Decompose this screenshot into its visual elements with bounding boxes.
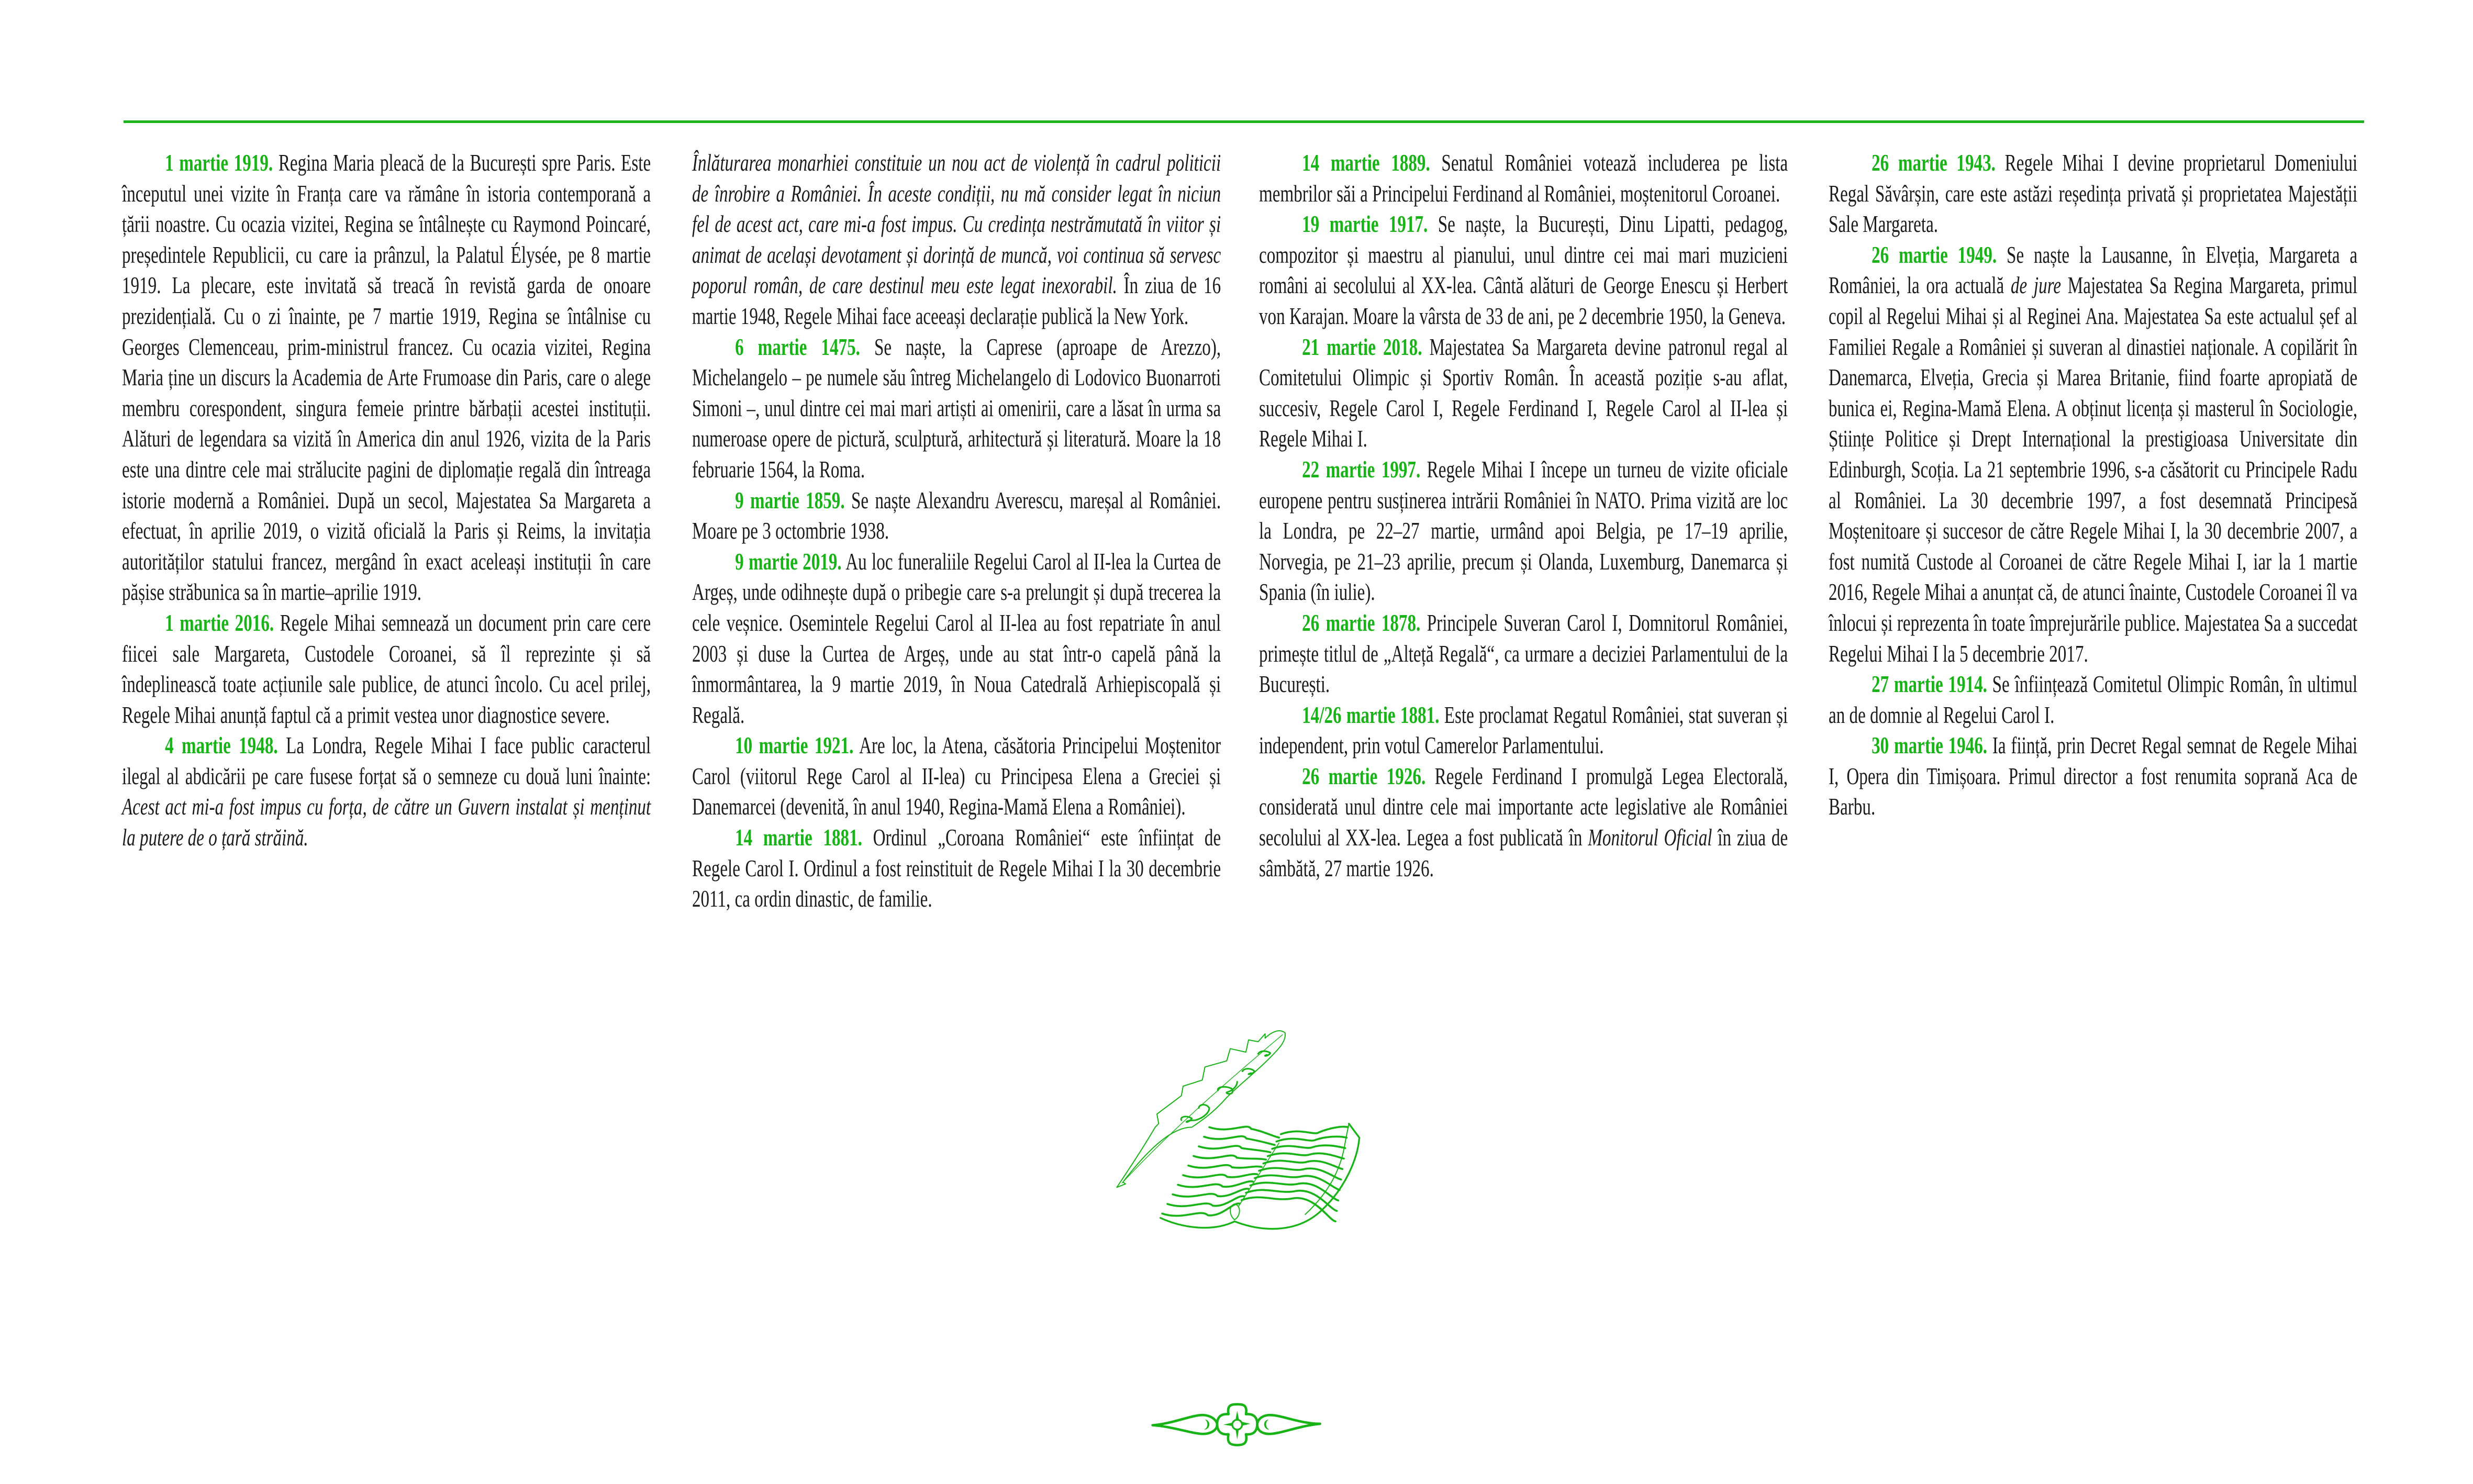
chronology-entry	[1829, 669, 2357, 730]
divider-ornament-icon	[1141, 1398, 1340, 1460]
entry-date: 30 martie 1946.	[1872, 732, 1988, 759]
entry-date: 9 martie 1859.	[735, 486, 845, 514]
entry-quote-text: de jure	[2010, 272, 2062, 299]
entry-text: Se naște, la Caprese (aproape de Arezzo), Michelangelo – pe numele său întreg Michelangelo di Lodovico Buonarroti Simoni –, unul dintre cei mai mari artiști ai omenirii, care a lăsat în urma sa numeroase opere de pictură, sculptură, arhitectură și literatură. Moare la 18 februarie 1564, la Roma.	[692, 333, 1221, 483]
header-rule	[124, 120, 2364, 123]
entry-text: Principele Suveran Carol I, Domnitorul României, primește titlul de „Alteță Regală“, ca urmare a deciziei Parlamentului de la București.	[1259, 609, 1788, 698]
entry-date: 14/26 martie 1881.	[1302, 701, 1440, 728]
chronology-entry	[1829, 240, 2357, 669]
entry-text: La Londra, Regele Mihai I face public caracterul ilegal al abdicării pe care fusese forțat să o semneze cu două luni înainte:	[122, 732, 651, 789]
entry-date: 26 martie 1943.	[1872, 149, 1996, 176]
text-column-3	[1259, 148, 1788, 884]
entry-date: 19 martie 1917.	[1302, 210, 1428, 238]
entry-text: Au loc funeraliile Regelui Carol al II-lea la Curtea de Argeș, unde odihnește după o pribegie care s-a prelungit și după trecerea la cele veșnice. Osemintele Regelui Carol al II-lea au fost repatriate în anul 2003 și duse la Curtea de Argeș, unde au stat într-o capelă până la înmormântarea, la 9 martie 2019, în Noua Catedrală Arhiepiscopală și Regală.	[692, 548, 1221, 728]
entry-date: 14 martie 1881.	[735, 824, 862, 851]
entry-date: 26 martie 1926.	[1302, 762, 1426, 789]
entry-text: Are loc, la Atena, căsătoria Principelui Moștenitor Carol (viitorul Rege Carol al II-lea) cu Principesa Elena a Greciei și Danemarcei (devenită, în anul 1940, Regina-Mamă Elena a României).	[692, 732, 1221, 820]
entry-date: 14 martie 1889.	[1302, 149, 1430, 176]
quill-and-book-icon	[1089, 1016, 1393, 1256]
chronology-entry	[122, 608, 651, 730]
chronology-entry	[692, 485, 1221, 546]
entry-date: 26 martie 1949.	[1872, 241, 1997, 268]
entry-text: Majestatea Sa Margareta devine patronul regal al Comitetului Olimpic și Sportiv Român. În această poziție s-au aflat, succesiv, Regele Carol I, Regele Ferdinand I, Regele Carol al II-lea și Regele Mihai I.	[1259, 333, 1788, 452]
chronology-entry	[122, 730, 651, 853]
chronology-entry	[1259, 761, 1788, 884]
entry-text: Este proclamat Regatul României, stat suveran și independent, prin votul Camerelor Parlamentului.	[1259, 701, 1788, 759]
entry-text: Se naște la Lausanne, în Elveția, Margareta a României, la ora actuală	[1829, 241, 2358, 299]
chronology-entry	[692, 730, 1221, 822]
entry-text: Ia ființă, prin Decret Regal semnat de Regele Mihai I, Opera din Timișoara. Primul director a fost renumita soprană Aca de Barbu.	[1829, 732, 2358, 820]
chronology-entry	[1829, 148, 2357, 240]
entry-quote-text: Acest act mi-a fost impus cu forța, de către un Guvern instalat și menținut la putere de o țară străină.	[122, 793, 651, 851]
entry-date: 10 martie 1921.	[735, 732, 854, 759]
chronology-entry	[122, 148, 651, 608]
chronology-entry	[1829, 730, 2357, 822]
chronology-entry	[1259, 148, 1788, 209]
chronology-entry	[1259, 608, 1788, 700]
text-column-1	[122, 148, 651, 853]
entry-text: Regele Mihai semnează un document prin care cere fiicei sale Margareta, Custodele Coroanei, să îl reprezinte și să îndeplinească toate acțiunile sale publice, de atunci încolo. Cu acel prilej, Regele Mihai anunță faptul că a primit vestea unor diagnostice severe.	[122, 609, 651, 728]
entry-text: Regele Mihai I începe un turneu de vizite oficiale europene pentru susținerea intrării României în NATO. Prima vizită are loc la Londra, pe 22–27 martie, urmând apoi Belgia, pe 17–19 aprilie, Norvegia, pe 21–23 aprilie, precum și Olanda, Luxemburg, Danemarca și Spania (în iulie).	[1259, 455, 1788, 606]
chronology-entry	[1259, 700, 1788, 761]
entry-text: Regele Ferdinand I promulgă Legea Electorală, considerată unul dintre cele mai importante acte legislative ale României secolului al XX-lea. Legea a fost publicată în	[1259, 762, 1788, 851]
entry-text: Regina Maria pleacă de la București spre Paris. Este începutul unei vizite în Franța care va rămâne în istoria contemporană a țării noastre. Cu ocazia vizitei, Regina se întâlnește cu Raymond Poincaré, președintele Republicii, cu care ia prânzul, la Palatul Élysée, pe 8 martie 1919. La plecare, este invitată să treacă în revistă garda de onoare prezidențială. Cu o zi înainte, pe 7 martie 1919, Regina se întâlnise cu Georges Clemenceau, prim-ministrul francez. Cu ocazia vizitei, Regina Maria ține un discurs la Academia de Arte Frumoase din Paris, care o alege membru corespondent, singura femeie printre bărbații acestei instituții. Alături de legendara sa vizită în America din anul 1926, vizita de la Paris este una dintre cele mai strălucite pagini de diplomație regală din întreaga istorie modernă a României. După un secol, Majestatea Sa Margareta a efectuat, în aprilie 2019, o vizită oficială la Paris și Reims, la invitația autorităților statului francez, mergând în exact aceleași instituții în care pășise străbunica sa în martie–aprilie 1919.	[122, 149, 651, 606]
entry-text: Se naște, la București, Dinu Lipatti, pedagog, compozitor și maestru al pianului, unul dintre cei mai mari muzicieni români ai secolului al XX-lea. Cântă alături de George Enescu și Herbert von Karajan. Moare la vârsta de 33 de ani, pe 2 decembrie 1950, la Geneva.	[1259, 210, 1788, 329]
entry-date: 27 martie 1914.	[1872, 671, 1987, 698]
text-column-2	[692, 148, 1221, 914]
chronology-entry	[1259, 209, 1788, 331]
chronology-entry	[692, 148, 1221, 332]
entry-date: 26 martie 1878.	[1302, 609, 1421, 636]
entry-date: 4 martie 1948.	[165, 732, 278, 759]
entry-quote-text: Înlăturarea monarhiei constituie un nou act de violență în cadrul politicii de înrobire a României. În aceste condiții, nu mă consider legat în niciun fel de acest act, care mi-a fost impus. Cu credința nestrămutată în viitor și animat de același devotament și dorință de muncă, voi continua să servesc poporul român, de care destinul meu este legat inexorabil.	[692, 149, 1221, 299]
entry-date: 6 martie 1475.	[735, 333, 860, 360]
entry-text: Regele Mihai I devine proprietarul Domeniului Regal Săvârșin, care este astăzi reședința privată și proprietatea Majestății Sale Margareta.	[1829, 149, 2358, 238]
entry-text: Majestatea Sa Regina Margareta, primul copil al Regelui Mihai și al Reginei Ana. Majestatea Sa este actualul șef al Familiei Regale a României și suveran al dinastiei naționale. A copilărit în Danemarca, Elveția, Grecia și Marea Britanie, fiind foarte apropiată de bunica ei, Regina-Mamă Elena. A obținut licența și masterul în Sociologie, Științe Politice și Drept Internațional la prestigioasa Universitate din Edinburgh, Scoția. La 21 septembrie 1996, s-a căsătorit cu Principele Radu al României. La 30 decembrie 1997, a fost desemnată Principesă Moștenitoare și succesor de către Regele Mihai I, la 30 decembrie 2007, a fost numită Custode al Coroanei de către Regele Mihai I, iar la 1 martie 2016, Regele Mihai a anunțat că, de atunci înainte, Custodele Coroanei îl va înlocui și reprezenta în toate împrejurările publice. Majestatea Sa a succedat Regelui Mihai I la 5 decembrie 2017.	[1829, 272, 2358, 667]
entry-text: Se înființează Comitetul Olimpic Român, în ultimul an de domnie al Regelui Carol I.	[1829, 671, 2358, 728]
entry-text: Senatul României votează includerea pe lista membrilor săi a Principelui Ferdinand al României, moștenitorul Coroanei.	[1259, 149, 1788, 207]
entry-text: în ziua de sâmbătă, 27 martie 1926.	[1259, 824, 1788, 882]
entry-text: În ziua de 16 martie 1948, Regele Mihai face aceeași declarație publică la New York.	[692, 272, 1221, 329]
chronology-entry	[692, 822, 1221, 914]
chronology-entry	[1259, 454, 1788, 608]
entry-date: 1 martie 2016.	[165, 609, 274, 636]
chronology-entry	[1259, 332, 1788, 454]
entry-date: 1 martie 1919.	[165, 149, 273, 176]
chronology-entry	[692, 546, 1221, 731]
entry-date: 21 martie 2018.	[1302, 333, 1422, 360]
entry-text: Ordinul „Coroana României“ este înființat de Regele Carol I. Ordinul a fost reinstituit de Regele Mihai I la 30 decembrie 2011, ca ordin dinastic, de familie.	[692, 824, 1221, 912]
text-column-4	[1829, 148, 2357, 822]
entry-date: 22 martie 1997.	[1302, 455, 1421, 483]
entry-date: 9 martie 2019.	[735, 548, 842, 575]
entry-text: Se naște Alexandru Averescu, mareșal al României. Moare pe 3 octombrie 1938.	[692, 486, 1221, 544]
entry-quote-text: Monitorul Oficial	[1588, 824, 1712, 851]
chronology-entry	[692, 332, 1221, 485]
